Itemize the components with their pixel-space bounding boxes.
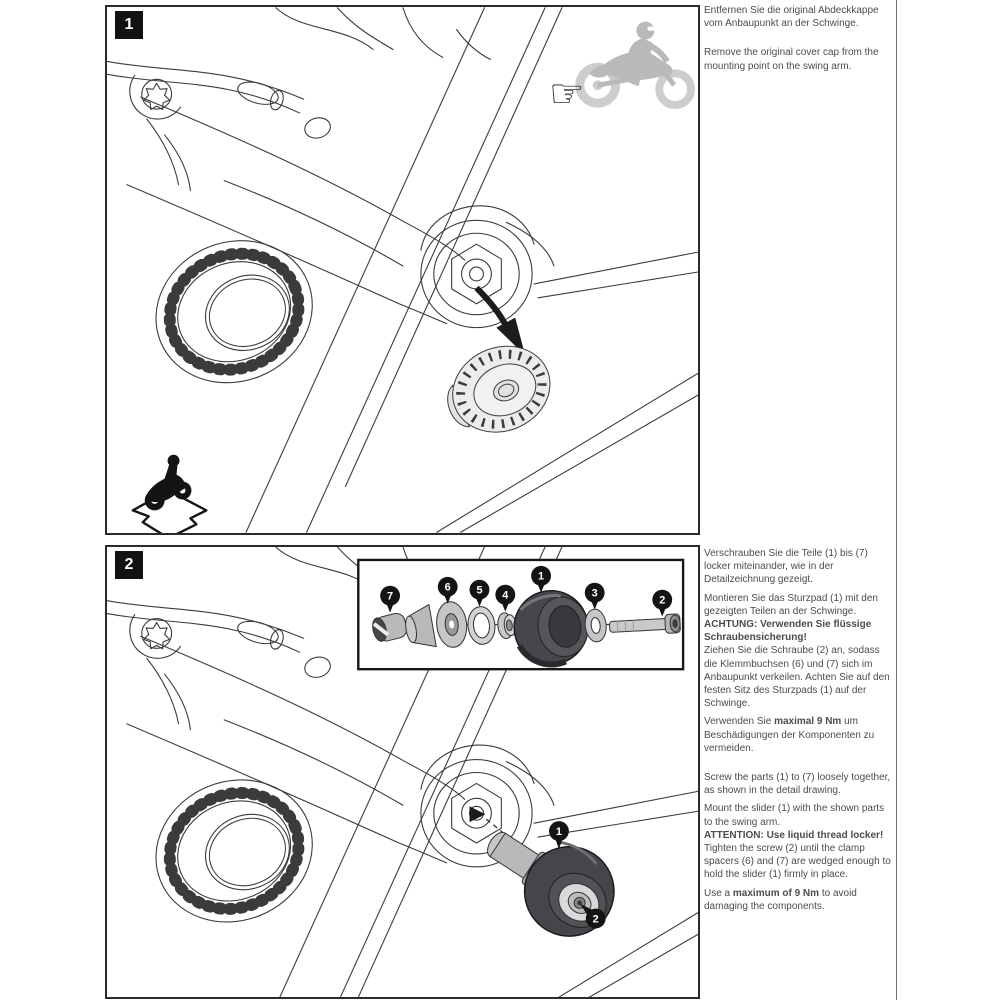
removal-arrow (476, 288, 525, 356)
step2-de-intro: Montieren Sie das Sturzpad (1) mit den gezeigten Teilen an der Schwinge. (704, 592, 878, 617)
svg-text:1: 1 (555, 825, 562, 838)
torque-value-en: maximum of 9 Nm (732, 887, 820, 899)
step2-de-detail: Ziehen Sie die Schraube (2) an, sodass die Klemmbuchsen (6) und (7) sich im Anbaupunkt verkeilen. Achten Sie auf den festen Sitz des Sturzpads (1) auf der Schwinge. (704, 645, 890, 710)
torque-value-de: maximal 9 Nm (774, 716, 842, 728)
step2-drawing (107, 547, 698, 997)
svg-text:7: 7 (387, 590, 394, 603)
svg-text:4: 4 (502, 589, 509, 602)
step2-de-torque: Verwenden Sie maximal 9 Nm um Beschädigungen der Komponenten zu vermeiden. (704, 716, 875, 754)
svg-text:3: 3 (591, 587, 598, 600)
pointing-hand-icon: ☞ (549, 71, 585, 118)
motorcycle-icon (580, 22, 691, 105)
step1-text-de: Entfernen Sie die original Abdeckkappe vom Anbaupunkt an der Schwinge. (704, 5, 879, 30)
step1-badge: 1 (115, 11, 143, 39)
step2-en-detail: Tighten the screw (2) until the clamp spacers (6) and (7) are wedged enough to hold the slider (1) firmly in place. (704, 843, 891, 881)
svg-text:5: 5 (476, 584, 483, 597)
step2-en-p2 (704, 802, 892, 881)
column-divider (896, 0, 897, 1000)
step1-text-en: Remove the original cover cap from the mounting point on the swing arm. (704, 47, 879, 72)
step2-instructions (704, 547, 892, 918)
step1-panel (105, 5, 700, 535)
step2-en-warning: ATTENTION: Use liquid thread locker! (704, 829, 884, 841)
step2-en-torque: Use a maximum of 9 Nm to avoid damaging the components. (704, 887, 857, 912)
step2-de-p2 (704, 592, 892, 711)
step2-badge: 2 (115, 551, 143, 579)
cover-cap (434, 332, 563, 449)
step2-de-p1: Verschrauben Sie die Teile (1) bis (7) locker miteinander, wie in der Detailzeichnung gezeigt. (704, 548, 868, 586)
svg-text:2: 2 (659, 594, 666, 607)
svg-text:2: 2 (592, 913, 599, 926)
step2-en-intro: Mount the slider (1) with the shown parts to the swing arm. (704, 803, 885, 828)
position-marker-icon (133, 455, 207, 533)
step2-panel (105, 545, 700, 999)
svg-text:6: 6 (444, 581, 451, 594)
detail-box (358, 560, 683, 669)
step1-drawing (107, 7, 698, 533)
step2-en-p1: Screw the parts (1) to (7) loosely together, as shown in the detail drawing. (704, 772, 891, 797)
step1-instructions (704, 4, 892, 78)
svg-text:1: 1 (538, 570, 545, 583)
step2-de-warning: ACHTUNG: Verwenden Sie flüssige Schraubensicherung! (704, 619, 872, 644)
swingarm-drawing (107, 8, 698, 532)
